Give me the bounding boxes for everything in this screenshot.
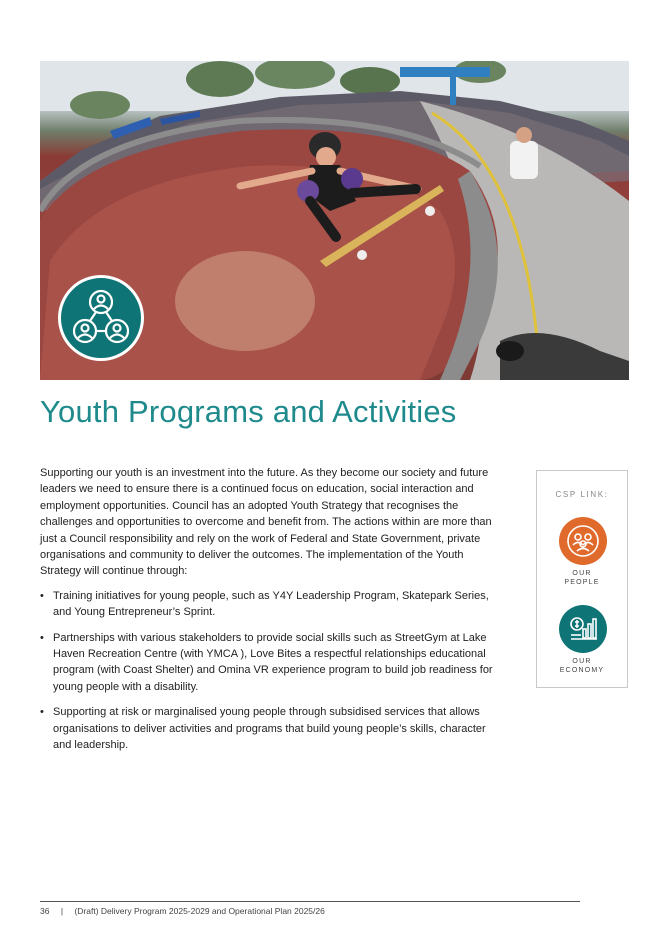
csp-link-panel bbox=[536, 470, 628, 688]
intro-paragraph: Supporting our youth is an investment into the future. As they become our society and future leaders we need to ensure there is a continued focus on education, social interaction and employment opportunities. Council has an adopted Youth Strategy that recognises the challenges and opportunities to overcome and benefit from. The actions within are more than just a Council responsibility and rely on the work of Federal and State Government, private organisations and community to deliver the outcomes. The implementation of the Youth Strategy will continue through: bbox=[40, 467, 492, 578]
footer-divider bbox=[40, 901, 580, 902]
csp-item-economy bbox=[537, 657, 627, 675]
csp-item-label-line2: PEOPLE bbox=[564, 579, 600, 586]
csp-item-label-line1: OUR bbox=[572, 658, 592, 665]
csp-item-label-line2: ECONOMY bbox=[559, 667, 605, 674]
bullet-text: Partnerships with various stakeholders to provide social skills such as StreetGym at Lake Haven Recreation Centre (with YMCA ), Love Bites a respectful relationships educational program (with Coast Shelter) and Omina VR experience program to build job readiness for young people with a disability. bbox=[53, 631, 493, 693]
bullet-glyph: • bbox=[40, 631, 44, 644]
bullet-text: Supporting at risk or marginalised young people through subsidised services that allows organisations to deliver activities and programs that build young people’s skills, character and leadership. bbox=[53, 706, 486, 752]
list-item bbox=[40, 704, 502, 753]
csp-heading: CSP LINK: bbox=[555, 490, 609, 499]
body-content bbox=[40, 465, 502, 763]
csp-item-label-line1: OUR bbox=[572, 570, 592, 577]
list-item bbox=[40, 588, 502, 621]
economy-icon bbox=[559, 605, 607, 653]
footer-separator: | bbox=[60, 906, 64, 916]
csp-item-people bbox=[537, 569, 627, 587]
bullet-list bbox=[40, 588, 502, 754]
document-title: (Draft) Delivery Program 2025-2029 and Operational Plan 2025/26 bbox=[74, 906, 325, 916]
bullet-glyph: • bbox=[40, 589, 44, 602]
bullet-glyph: • bbox=[40, 706, 44, 719]
page-number: 36 bbox=[40, 906, 50, 916]
list-item bbox=[40, 630, 502, 696]
people-network-icon bbox=[58, 275, 144, 361]
people-group-icon bbox=[559, 517, 607, 565]
bullet-text: Training initiatives for young people, such as Y4Y Leadership Program, Skatepark Series, and Young Entrepreneur’s Sprint. bbox=[53, 589, 489, 619]
page-footer bbox=[40, 906, 325, 916]
page-title: Youth Programs and Activities bbox=[40, 394, 457, 429]
